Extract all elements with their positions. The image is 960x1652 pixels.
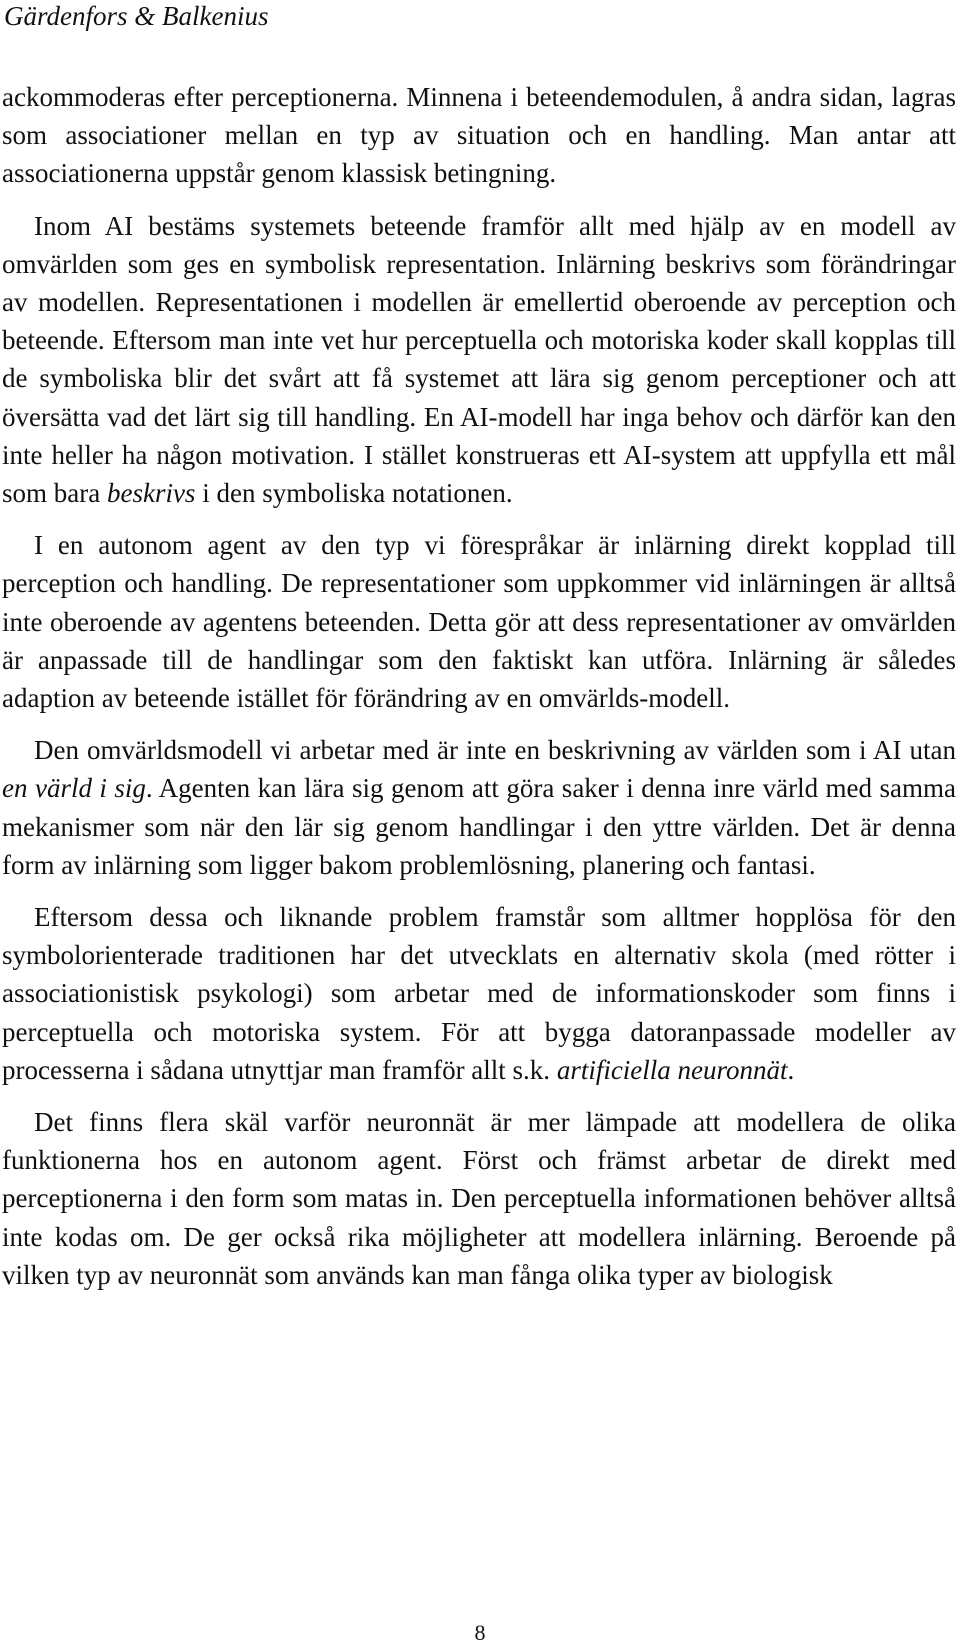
emphasis-text: artificiella neuronnät	[556, 1054, 788, 1085]
page-number: 8	[474, 1620, 486, 1645]
paragraph-text: I en autonom agent av den typ vi förespråkar är inlärning direkt kopplad till perception och handling. De representationer som uppkommer vid inlärningen är alltså inte oberoende av agentens beteenden. Detta gör att dess representationer av omvärlden är anpassade till de handlingar som den faktiskt kan utföra. Inlärning är således adaption av beteende istället för förändring av en omvärlds-modell.	[2, 530, 956, 714]
paragraph-6	[2, 1103, 956, 1294]
paragraph-text: Den omvärldsmodell vi arbetar med är inte en beskrivning av världen som i AI utan	[34, 735, 956, 766]
paragraph-text: Eftersom dessa och liknande problem framstår som alltmer hopplösa för den symbolorienterade traditionen har det utvecklats en alternativ skola (med rötter i associationistisk psykologi) som arbetar med de informationskoder som finns i perceptuella och motoriska system. För att bygga datoranpassade modeller av processerna i sådana utnyttjar man framför allt s.k.	[2, 902, 956, 1085]
paragraph-1	[2, 78, 956, 193]
paragraph-4	[2, 731, 956, 884]
emphasis-text: en värld i sig	[2, 773, 146, 804]
paragraph-text: ackommoderas efter perceptionerna. Minnena i beteendemodulen, å andra sidan, lagras som associationer mellan en typ av situation och en handling. Man antar att associationerna uppstår genom klassisk betingning.	[2, 82, 956, 189]
body-text	[2, 78, 956, 1308]
paragraph-text: .	[787, 1054, 795, 1085]
paragraph-text: . Agenten kan lära sig genom att göra saker i denna inre värld med samma mekanismer som när den lär sig genom handlingar i den yttre världen. Det är denna form av inlärning som ligger bakom problemlösning, planering och fantasi.	[2, 773, 956, 880]
paragraph-text: i den symboliska notationen.	[195, 478, 513, 509]
paragraph-text: Det finns flera skäl varför neuronnät är mer lämpade att modellera de olika funktionerna hos en autonom agent. Först och främst arbetar de direkt med perceptionerna i den form som matas in. Den perceptuella informationen behöver alltså inte kodas om. De ger också rika möjligheter att modellera inlärning. Beroende på vilken typ av neuronnät som används kan man fånga olika typer av biologisk	[2, 1107, 956, 1290]
running-header: Gärdenfors & Balkenius	[4, 1, 269, 31]
paragraph-3	[2, 526, 956, 717]
paragraph-5	[2, 898, 956, 1089]
paragraph-2	[2, 207, 956, 513]
paragraph-text: Inom AI bestäms systemets beteende framför allt med hjälp av en modell av omvärlden som ges en symbolisk representation. Inlärning beskrivs som förändringar av modellen. Representationen i modellen är emellertid oberoende av perception och beteende. Eftersom man inte vet hur perceptuella och motoriska koder skall kopplas till de symboliska blir det svårt att få systemet att lära sig genom perceptioner och att översätta vad det lärt sig till handling. En AI-modell har inga behov och därför kan den inte heller ha någon motivation. I stället konstrueras ett AI-system att uppfylla ett mål som bara	[2, 210, 956, 509]
emphasis-text: beskrivs	[106, 478, 196, 509]
